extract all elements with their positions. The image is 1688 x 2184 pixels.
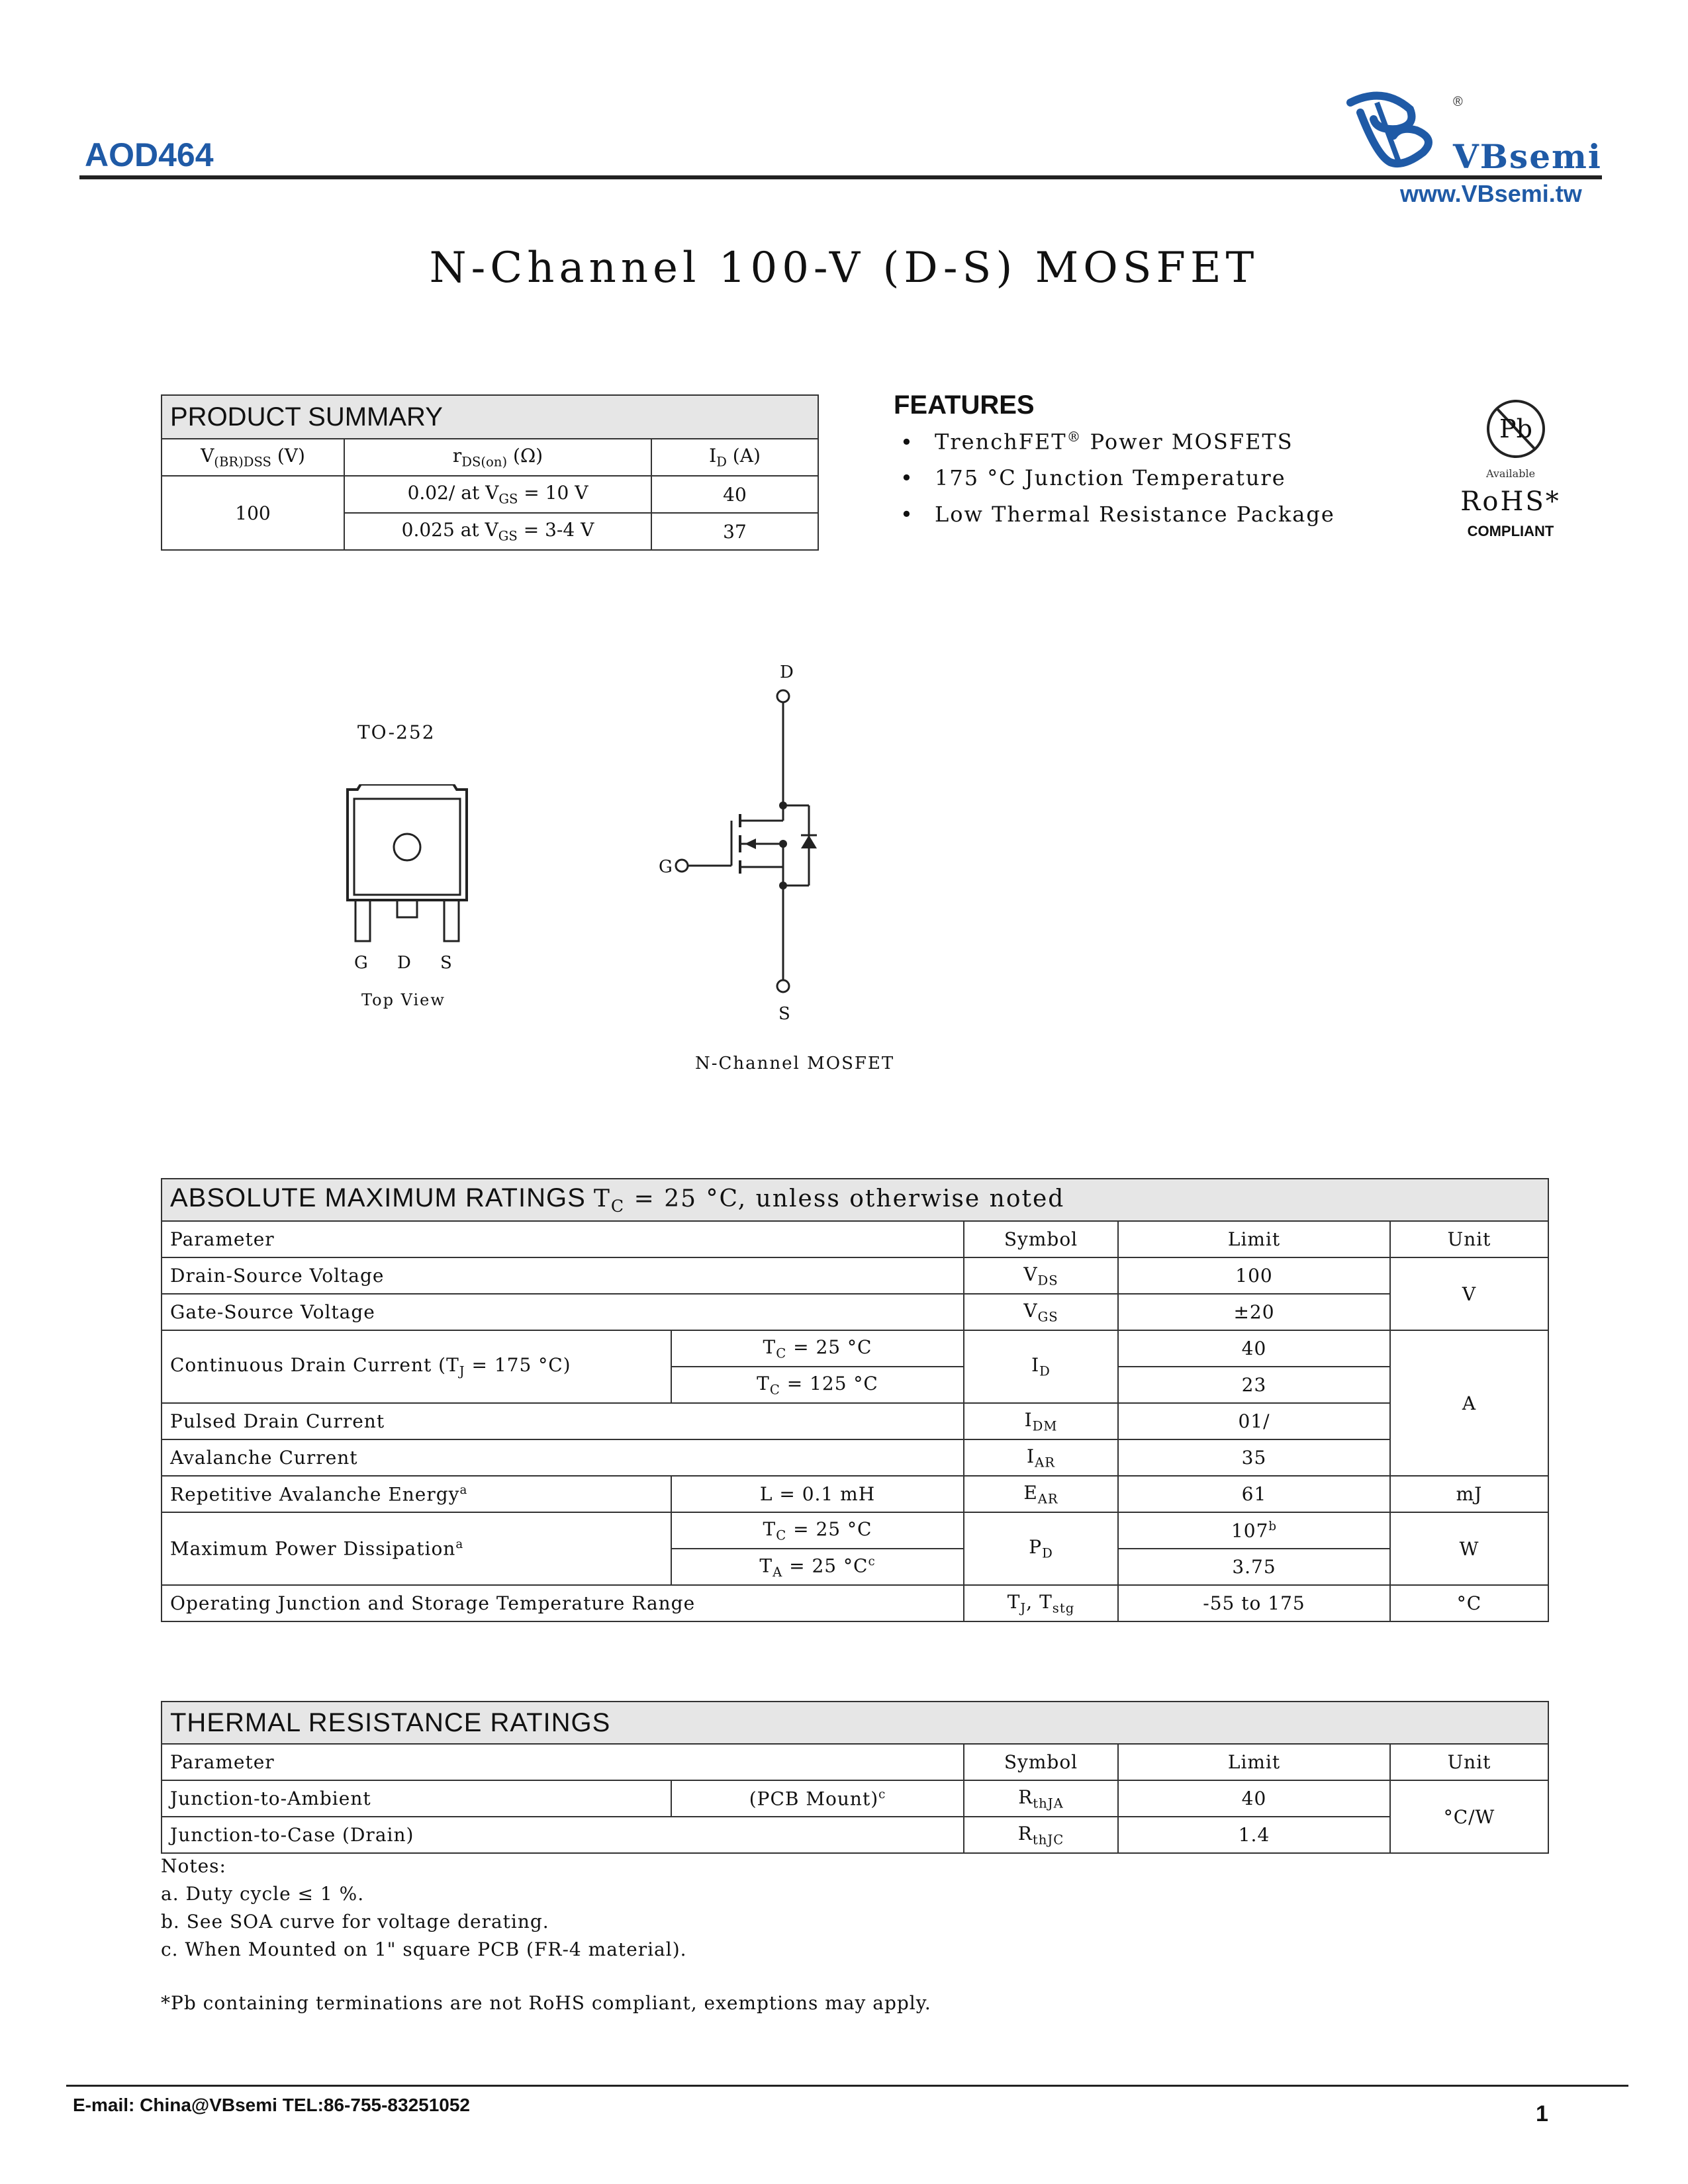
param-vgs: Gate-Source Voltage [162,1294,964,1330]
symbol-rja: $R_{thJA}$ [964,1780,1118,1817]
limit-tj: -55 to 175 [1118,1585,1390,1621]
part-number: AOD464 [85,136,214,173]
schematic-caption: N-Channel MOSFET [695,1054,895,1073]
col-rds: $r_{DS(on)}$ (Ω) [344,439,651,476]
abs-max-heading: ABSOLUTE MAXIMUM RATINGS $T_C = 25$ °C, unless otherwise noted [162,1179,1548,1221]
col-vds: $V_{(BR)DSS}$ (V) [162,439,344,476]
symbol-iar: $I_{AR}$ [964,1439,1118,1476]
id-value-1: 40 [651,476,818,513]
unit-tj: °C [1390,1585,1548,1621]
pin-label-s: S [440,953,452,973]
limit-id-1: 40 [1118,1330,1390,1367]
param-vds: Drain-Source Voltage [162,1257,964,1294]
cond-ear: L = 0.1 mH [671,1476,964,1512]
param-iar: Avalanche Current [162,1439,964,1476]
col-symbol: Symbol [964,1744,1118,1780]
note-a: a. Duty cycle ≤ 1 %. [161,1883,365,1905]
unit-pd: W [1390,1512,1548,1585]
limit-pd-2: 3.75 [1118,1549,1390,1585]
feature-item: • Low Thermal Resistance Package [900,502,1335,527]
absolute-maximum-ratings-table [161,1178,1549,1622]
limit-ear: 61 [1118,1476,1390,1512]
limit-vgs: ±20 [1118,1294,1390,1330]
symbol-vgs: $V_{GS}$ [964,1294,1118,1330]
col-unit: Unit [1390,1221,1548,1257]
symbol-rjc: $R_{thJC}$ [964,1817,1118,1853]
limit-rja: 40 [1118,1780,1390,1817]
col-parameter: Parameter [162,1221,964,1257]
unit-ear: mJ [1390,1476,1548,1512]
note-b: b. See SOA curve for voltage derating. [161,1911,549,1933]
mosfet-schematic-symbol [655,662,867,1032]
param-rjc: Junction-to-Case (Drain) [162,1817,964,1853]
product-summary-heading: PRODUCT SUMMARY [162,395,818,439]
gate-label: G [659,857,673,877]
page-number: 1 [1536,2101,1548,2126]
header-rule [79,175,1602,179]
col-id: $I_D$ (A) [651,439,818,476]
notes-heading: Notes: [161,1855,226,1877]
param-pd: Maximum Power Dissipation$^a$ [162,1512,671,1585]
limit-id-2: 23 [1118,1367,1390,1403]
rohs-label: RoHS* [1460,486,1561,517]
id-value-2: 37 [651,513,818,550]
feature-item: • TrenchFET® Power MOSFETS [900,429,1293,455]
limit-pd-1: 107$^b$ [1118,1512,1390,1549]
cond-pd-1: $T_C = 25$ °C [671,1512,964,1549]
cond-id-2: $T_C = 125$ °C [671,1367,964,1403]
symbol-id: $I_D$ [964,1330,1118,1403]
rohs-compliant: COMPLIANT [1467,523,1554,539]
col-limit: Limit [1118,1221,1390,1257]
symbol-idm: $I_{DM}$ [964,1403,1118,1439]
cond-id-1: $T_C = 25$ °C [671,1330,964,1367]
vds-value: 100 [162,476,344,550]
symbol-vds: $V_{DS}$ [964,1257,1118,1294]
document-title: N-Channel 100-V (D-S) MOSFET [429,244,1259,293]
vbsemi-logo-icon [1337,89,1450,175]
param-rja: Junction-to-Ambient [162,1780,671,1817]
limit-iar: 35 [1118,1439,1390,1476]
rds-value-1: 0.02/ at $V_{GS} = 10$ V [344,476,651,513]
rohs-available: Available [1485,467,1536,480]
note-c: c. When Mounted on 1" square PCB (FR-4 material). [161,1938,687,1960]
unit-thermal: °C/W [1390,1780,1548,1853]
symbol-tj: $T_J$, $T_{stg}$ [964,1585,1118,1621]
footer-contact: E-mail: China@VBsemi TEL:86-755-83251052 [73,2095,471,2115]
website-link[interactable]: www.VBsemi.tw [1400,180,1582,207]
cond-pd-2: $T_A = 25$ $^\circ C^c$ [671,1549,964,1585]
package-name: TO-252 [357,721,436,743]
source-label: S [778,1004,790,1024]
limit-vds: 100 [1118,1257,1390,1294]
top-view-label: Top View [361,991,445,1009]
brand-name: VBsemi [1453,137,1602,176]
pb-symbol: Pb [1499,414,1532,443]
pb-free-icon [1483,396,1549,462]
product-summary-table [161,394,819,551]
symbol-pd: $P_D$ [964,1512,1118,1585]
drain-label: D [780,662,794,682]
footer-rule [66,2085,1628,2087]
features-heading: FEATURES [894,390,1035,420]
unit-amps: A [1390,1330,1548,1476]
symbol-ear: $E_{AR}$ [964,1476,1118,1512]
pin-label-d: D [397,953,411,973]
param-tj: Operating Junction and Storage Temperature Range [162,1585,964,1621]
rds-value-2: 0.025 at $V_{GS} = 3-4$ V [344,513,651,550]
note-pb: *Pb containing terminations are not RoHS compliant, exemptions may apply. [161,1992,931,2014]
col-parameter: Parameter [162,1744,964,1780]
unit-volts: V [1390,1257,1548,1330]
col-symbol: Symbol [964,1221,1118,1257]
col-limit: Limit [1118,1744,1390,1780]
feature-item: • 175 °C Junction Temperature [900,465,1286,490]
param-idm: Pulsed Drain Current [162,1403,964,1439]
abs-max-condition: $T_C = 25$ °C, unless otherwise noted [593,1185,1065,1216]
limit-rjc: 1.4 [1118,1817,1390,1853]
thermal-heading: THERMAL RESISTANCE RATINGS [162,1702,1548,1744]
param-id: Continuous Drain Current ($T_J = 175$ °C) [162,1330,671,1403]
registered-mark: ® [1453,95,1463,109]
col-unit: Unit [1390,1744,1548,1780]
pin-label-g: G [354,953,368,973]
cond-rja: (PCB Mount)$^c$ [671,1780,964,1817]
limit-idm: 01/ [1118,1403,1390,1439]
param-ear: Repetitive Avalanche Energy$^a$ [162,1476,671,1512]
to252-package-drawing [334,784,480,943]
thermal-resistance-table [161,1701,1549,1854]
